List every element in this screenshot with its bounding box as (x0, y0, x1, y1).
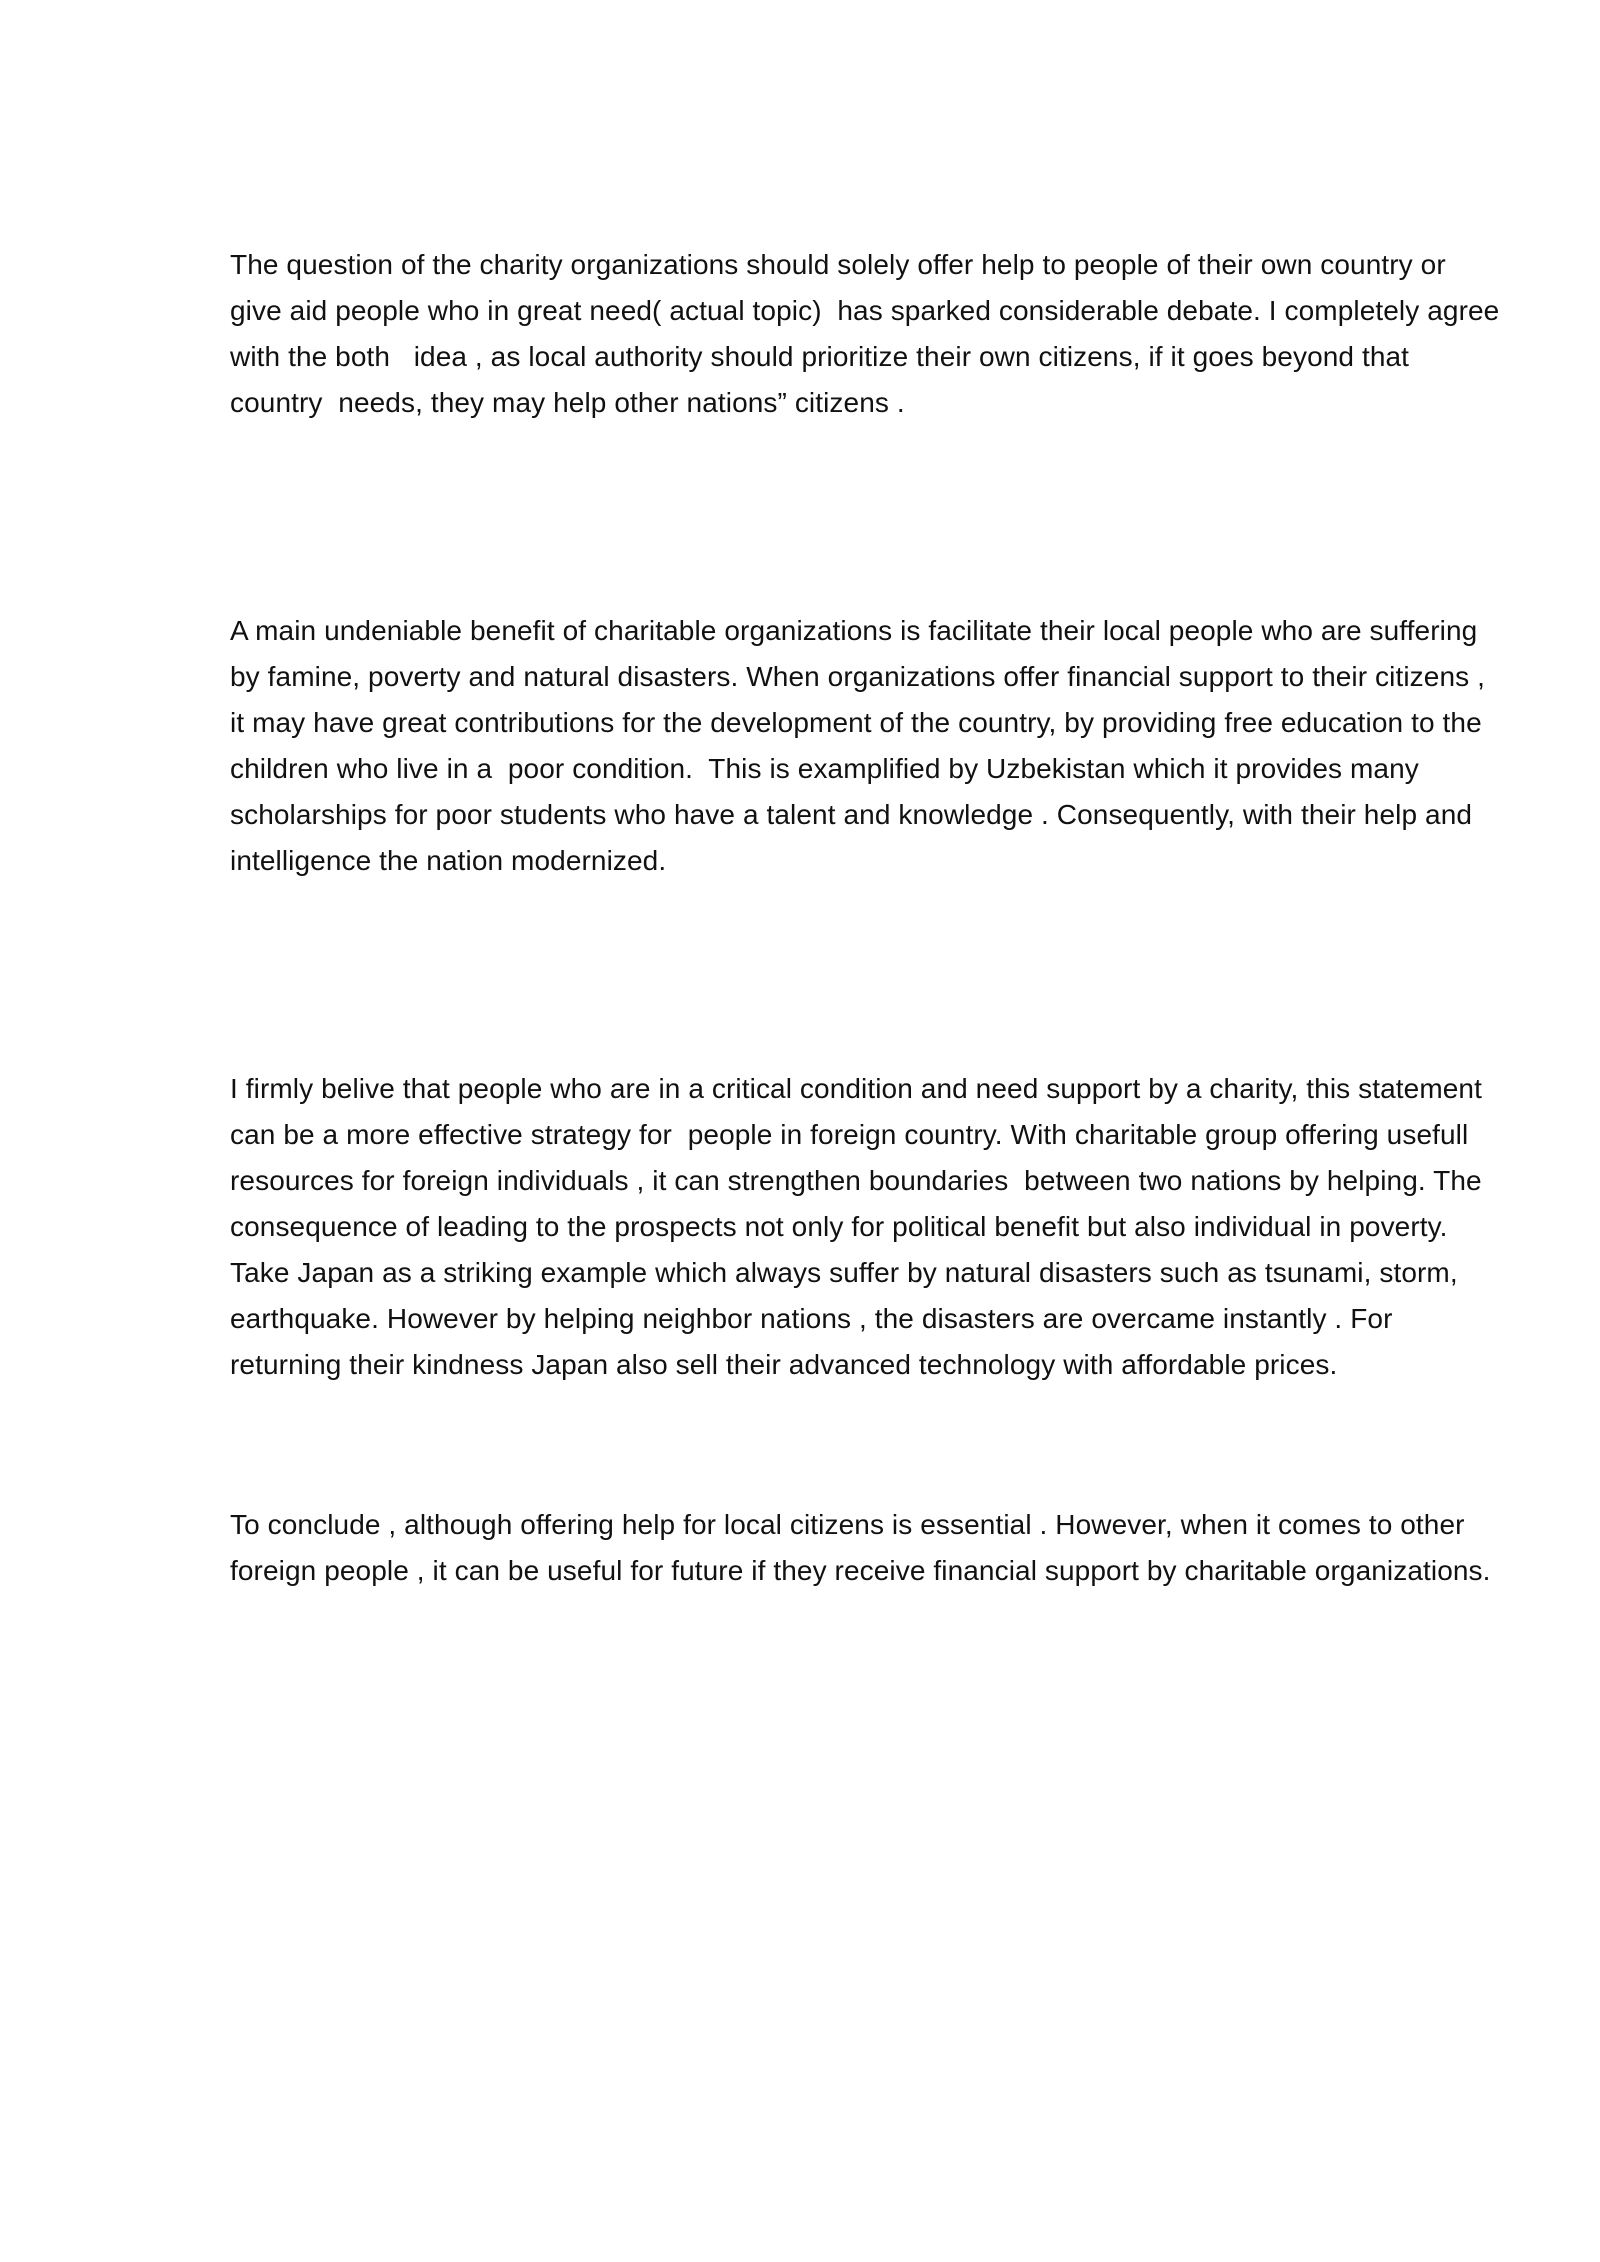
paragraph-introduction: The question of the charity organizations should solely offer help to people of their own country or give aid people who in great need( actual topic) has sparked considerable debate. I completely agree with the both idea , as local authority should prioritize their own citizens, if it goes beyond that country needs, they may help other nations” citizens . (230, 249, 1508, 418)
document-body (230, 150, 1508, 1686)
paragraph-local-aid: A main undeniable benefit of charitable organizations is facilitate their local people who are suffering by famine, poverty and natural disasters. When organizations offer financial support to their citizens , it may have great contributions for the development of the country, by providing free education to the children who live in a poor condition. This is examplified by Uzbekistan which it provides many scholarships for poor students who have a talent and knowledge . Consequently, with their help and intelligence the nation modernized. (230, 615, 1493, 876)
paragraph-foreign-aid: I firmly belive that people who are in a critical condition and need support by a charity, this statement can be a more effective strategy for people in foreign country. With charitable group offering usefull resources for foreign individuals , it can strengthen boundaries between two nations by helping. The consequence of leading to the prospects not only for political benefit but also individual in poverty. Take Japan as a striking example which always suffer by natural disasters such as tsunami, storm, earthquake. However by helping neighbor nations , the disasters are overcame instantly . For returning their kindness Japan also sell their advanced technology with affordable prices. (230, 1073, 1490, 1380)
paragraph-conclusion: To conclude , although offering help for local citizens is essential . However, when it comes to other foreign people , it can be useful for future if they receive financial support by charitable organizations. (230, 1509, 1491, 1586)
